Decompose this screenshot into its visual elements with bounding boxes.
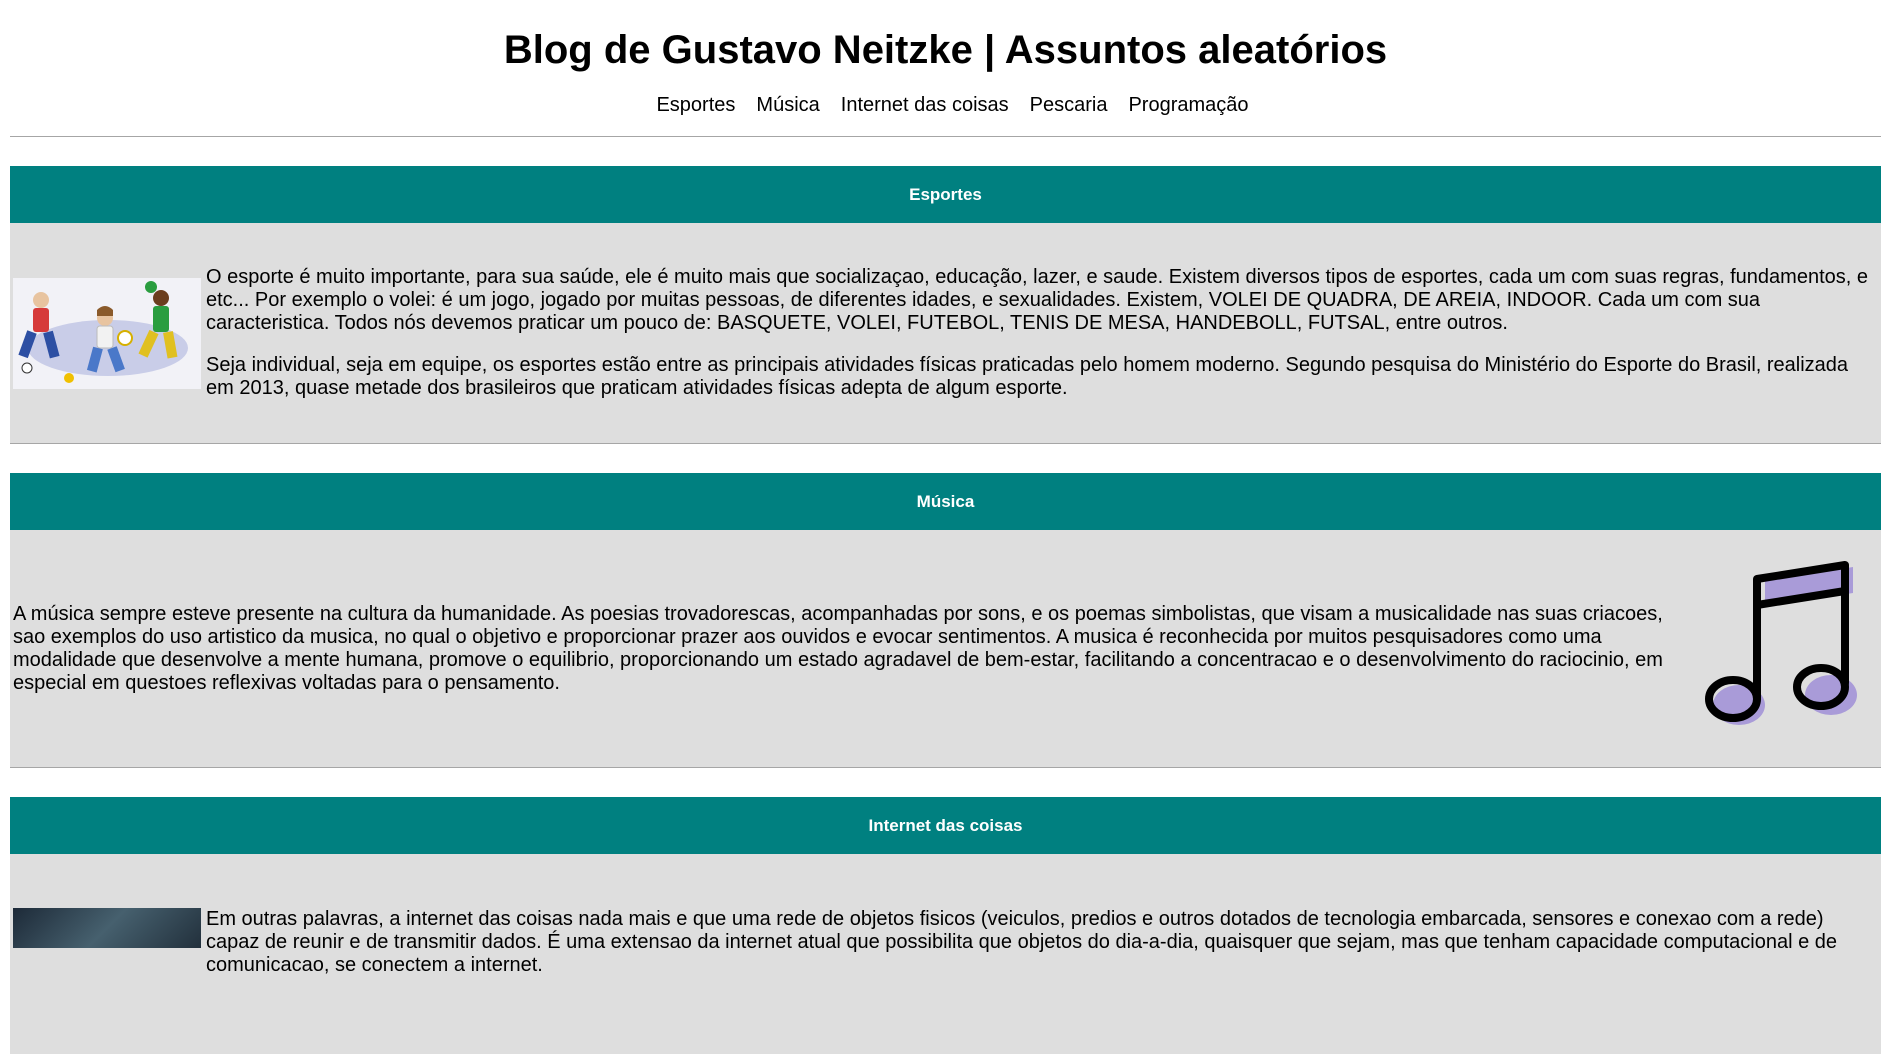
main-nav (10, 93, 1881, 117)
paragraph: Em outras palavras, a internet das coisas nada mais e que uma rede de objetos fisicos (veiculos, predios e outros dotados de tecnologia embarcada, sensores e conexao com a rede) capaz de reunir e de transmitir dados. É uma extensao da internet atual que possibilita que objetos do dia-a-dia, quaisquer que sejam, mas que tenham capacidade computacional e de comunicacao, se conectem a internet. (206, 908, 1838, 976)
section-title-esportes: Esportes (10, 166, 1881, 223)
blog-header (10, 0, 1881, 117)
paragraph: O esporte é muito importante, para sua saúde, ele é muito mais que socializaçao, educação, lazer, e saude. Existem diversos tipos de esportes, cada um com suas regras, fundamentos, e etc... Por exemplo o volei: é um jogo, jogado por muitas pessoas, de diferentes idades, e sexualidades. Existem, VOLEI DE QUADRA, DE AREIA, INDOOR. Cada um com sua caracteristica. Todos nós devemos praticar um pouco de: BASQUETE, VOLEI, FUTEBOL, TENIS DE MESA, HANDEBOLL, FUTSAL, entre outros. (206, 266, 1868, 334)
page-title: Blog de Gustavo Neitzke | Assuntos aleatórios (503, 28, 1388, 72)
nav-link-programacao[interactable]: Programação (1128, 94, 1249, 116)
section-body-internet (10, 854, 1881, 1054)
section-text-musica (13, 603, 1663, 695)
section-text-internet (206, 908, 1878, 977)
section-musica (10, 473, 1881, 768)
music-note-icon (1703, 559, 1868, 739)
section-internet-das-coisas (10, 797, 1881, 1054)
nav-link-pescaria[interactable]: Pescaria (1029, 94, 1108, 116)
section-title-internet: Internet das coisas (10, 797, 1881, 854)
section-text-esportes (206, 266, 1878, 400)
section-esportes (10, 166, 1881, 444)
section-title-musica: Música (10, 473, 1881, 530)
nav-link-musica[interactable]: Música (756, 94, 820, 116)
header-divider (10, 136, 1881, 137)
sports-illustration (13, 278, 201, 389)
nav-link-esportes[interactable]: Esportes (656, 94, 736, 116)
sports-players-image (13, 278, 201, 389)
iot-image (13, 908, 201, 948)
paragraph: Seja individual, seja em equipe, os esportes estão entre as principais atividades físicas praticadas pelo homem moderno. Segundo pesquisa do Ministério do Esporte do Brasil, realizada em 2013, quase metade dos brasileiros que praticam atividades físicas adepta de algum esporte. (206, 354, 1849, 399)
section-divider (10, 767, 1881, 768)
section-body-musica (10, 530, 1881, 767)
section-body-esportes (10, 223, 1881, 443)
paragraph: A música sempre esteve presente na cultura da humanidade. As poesias trovadorescas, acompanhadas por sons, e os poemas simbolistas, que visam a musicalidade nas suas criacoes, sao exemplos do uso artistico da musica, no qual o objetivo e proporcionar prazer aos ouvidos e evocar sentimentos. A musica é reconhecida por muitos pesquisadores como uma modalidade que desenvolve a mente humana, promove o equilibrio, proporcionando um estado agradavel de bem-estar, facilitando a concentracao e o desenvolvimento do raciocinio, em especial em questoes reflexivas voltadas para o pensamento. (13, 602, 1663, 694)
nav-link-internet-das-coisas[interactable]: Internet das coisas (840, 94, 1009, 116)
section-divider (10, 443, 1881, 444)
